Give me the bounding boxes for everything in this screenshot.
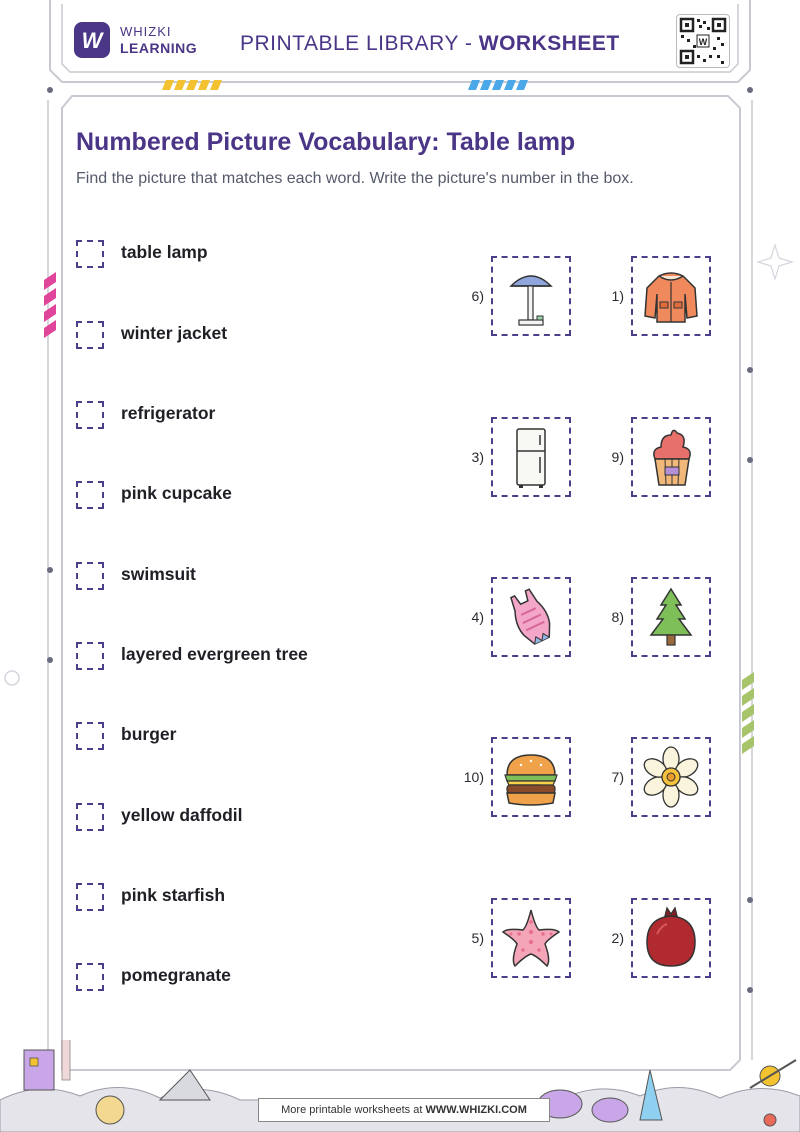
daffodil-icon [639, 745, 703, 809]
word-label: layered evergreen tree [121, 644, 308, 664]
picture-number: 1) [611, 288, 624, 304]
picture-number: 10) [463, 769, 484, 785]
picture-number: 9) [611, 449, 624, 465]
picture-number: 2) [611, 930, 624, 946]
table-lamp-icon [499, 264, 563, 328]
answer-box[interactable] [76, 321, 104, 349]
swimsuit-icon [499, 585, 563, 649]
picture-card [631, 737, 711, 817]
answer-box[interactable] [76, 240, 104, 268]
picture-number: 5) [471, 930, 484, 946]
word-label: table lamp [121, 242, 208, 262]
winter-jacket-icon [639, 264, 703, 328]
word-label: pink cupcake [121, 483, 232, 503]
picture-card [631, 417, 711, 497]
answer-box[interactable] [76, 642, 104, 670]
picture-number: 8) [611, 609, 624, 625]
answer-box[interactable] [76, 803, 104, 831]
brand-line-2: LEARNING [120, 40, 198, 56]
logo-w-icon [74, 22, 110, 58]
answer-box[interactable] [76, 562, 104, 590]
picture-card [631, 577, 711, 657]
word-label: pink starfish [121, 885, 226, 905]
brand-line-1: WHIZKI [120, 24, 172, 39]
picture-number: 7) [611, 769, 624, 785]
brand-logo [74, 22, 110, 58]
picture-number: 6) [471, 288, 484, 304]
evergreen-tree-icon [639, 585, 703, 649]
footer-text: More printable worksheets at [281, 1104, 426, 1116]
picture-card [631, 256, 711, 336]
picture-card [491, 417, 571, 497]
qr-code-icon [676, 14, 730, 68]
brand-name [120, 24, 197, 56]
word-label: pomegranate [121, 965, 231, 985]
picture-card [631, 898, 711, 978]
word-label: winter jacket [121, 323, 228, 343]
svg-text:W: W [81, 28, 103, 53]
word-label: refrigerator [121, 403, 216, 423]
worksheet-instructions: Find the picture that matches each word. Write the picture's number in the box. [76, 170, 634, 187]
svg-text:W: W [698, 37, 708, 47]
starfish-icon [499, 906, 563, 970]
word-label: swimsuit [121, 564, 196, 584]
burger-icon [499, 745, 563, 809]
footer-banner [258, 1098, 550, 1122]
footer-link[interactable]: WWW.WHIZKI.COM [425, 1104, 527, 1116]
picture-number: 4) [471, 609, 484, 625]
answer-box[interactable] [76, 401, 104, 429]
picture-card [491, 577, 571, 657]
pomegranate-icon [639, 906, 703, 970]
word-label: yellow daffodil [121, 805, 243, 825]
header-bar [62, 14, 738, 72]
picture-card [491, 898, 571, 978]
header-title-bold: WORKSHEET [478, 32, 620, 55]
worksheet-title: Numbered Picture Vocabulary: Table lamp [76, 128, 576, 156]
answer-box[interactable] [76, 963, 104, 991]
header-title [240, 32, 620, 56]
answer-box[interactable] [76, 722, 104, 750]
refrigerator-icon [499, 425, 563, 489]
picture-number: 3) [471, 449, 484, 465]
picture-card [491, 256, 571, 336]
answer-box[interactable] [76, 481, 104, 509]
picture-card [491, 737, 571, 817]
answer-box[interactable] [76, 883, 104, 911]
header-title-prefix: PRINTABLE LIBRARY - [240, 32, 479, 55]
pink-stripes [44, 272, 56, 338]
word-label: burger [121, 724, 177, 744]
cupcake-icon [639, 425, 703, 489]
